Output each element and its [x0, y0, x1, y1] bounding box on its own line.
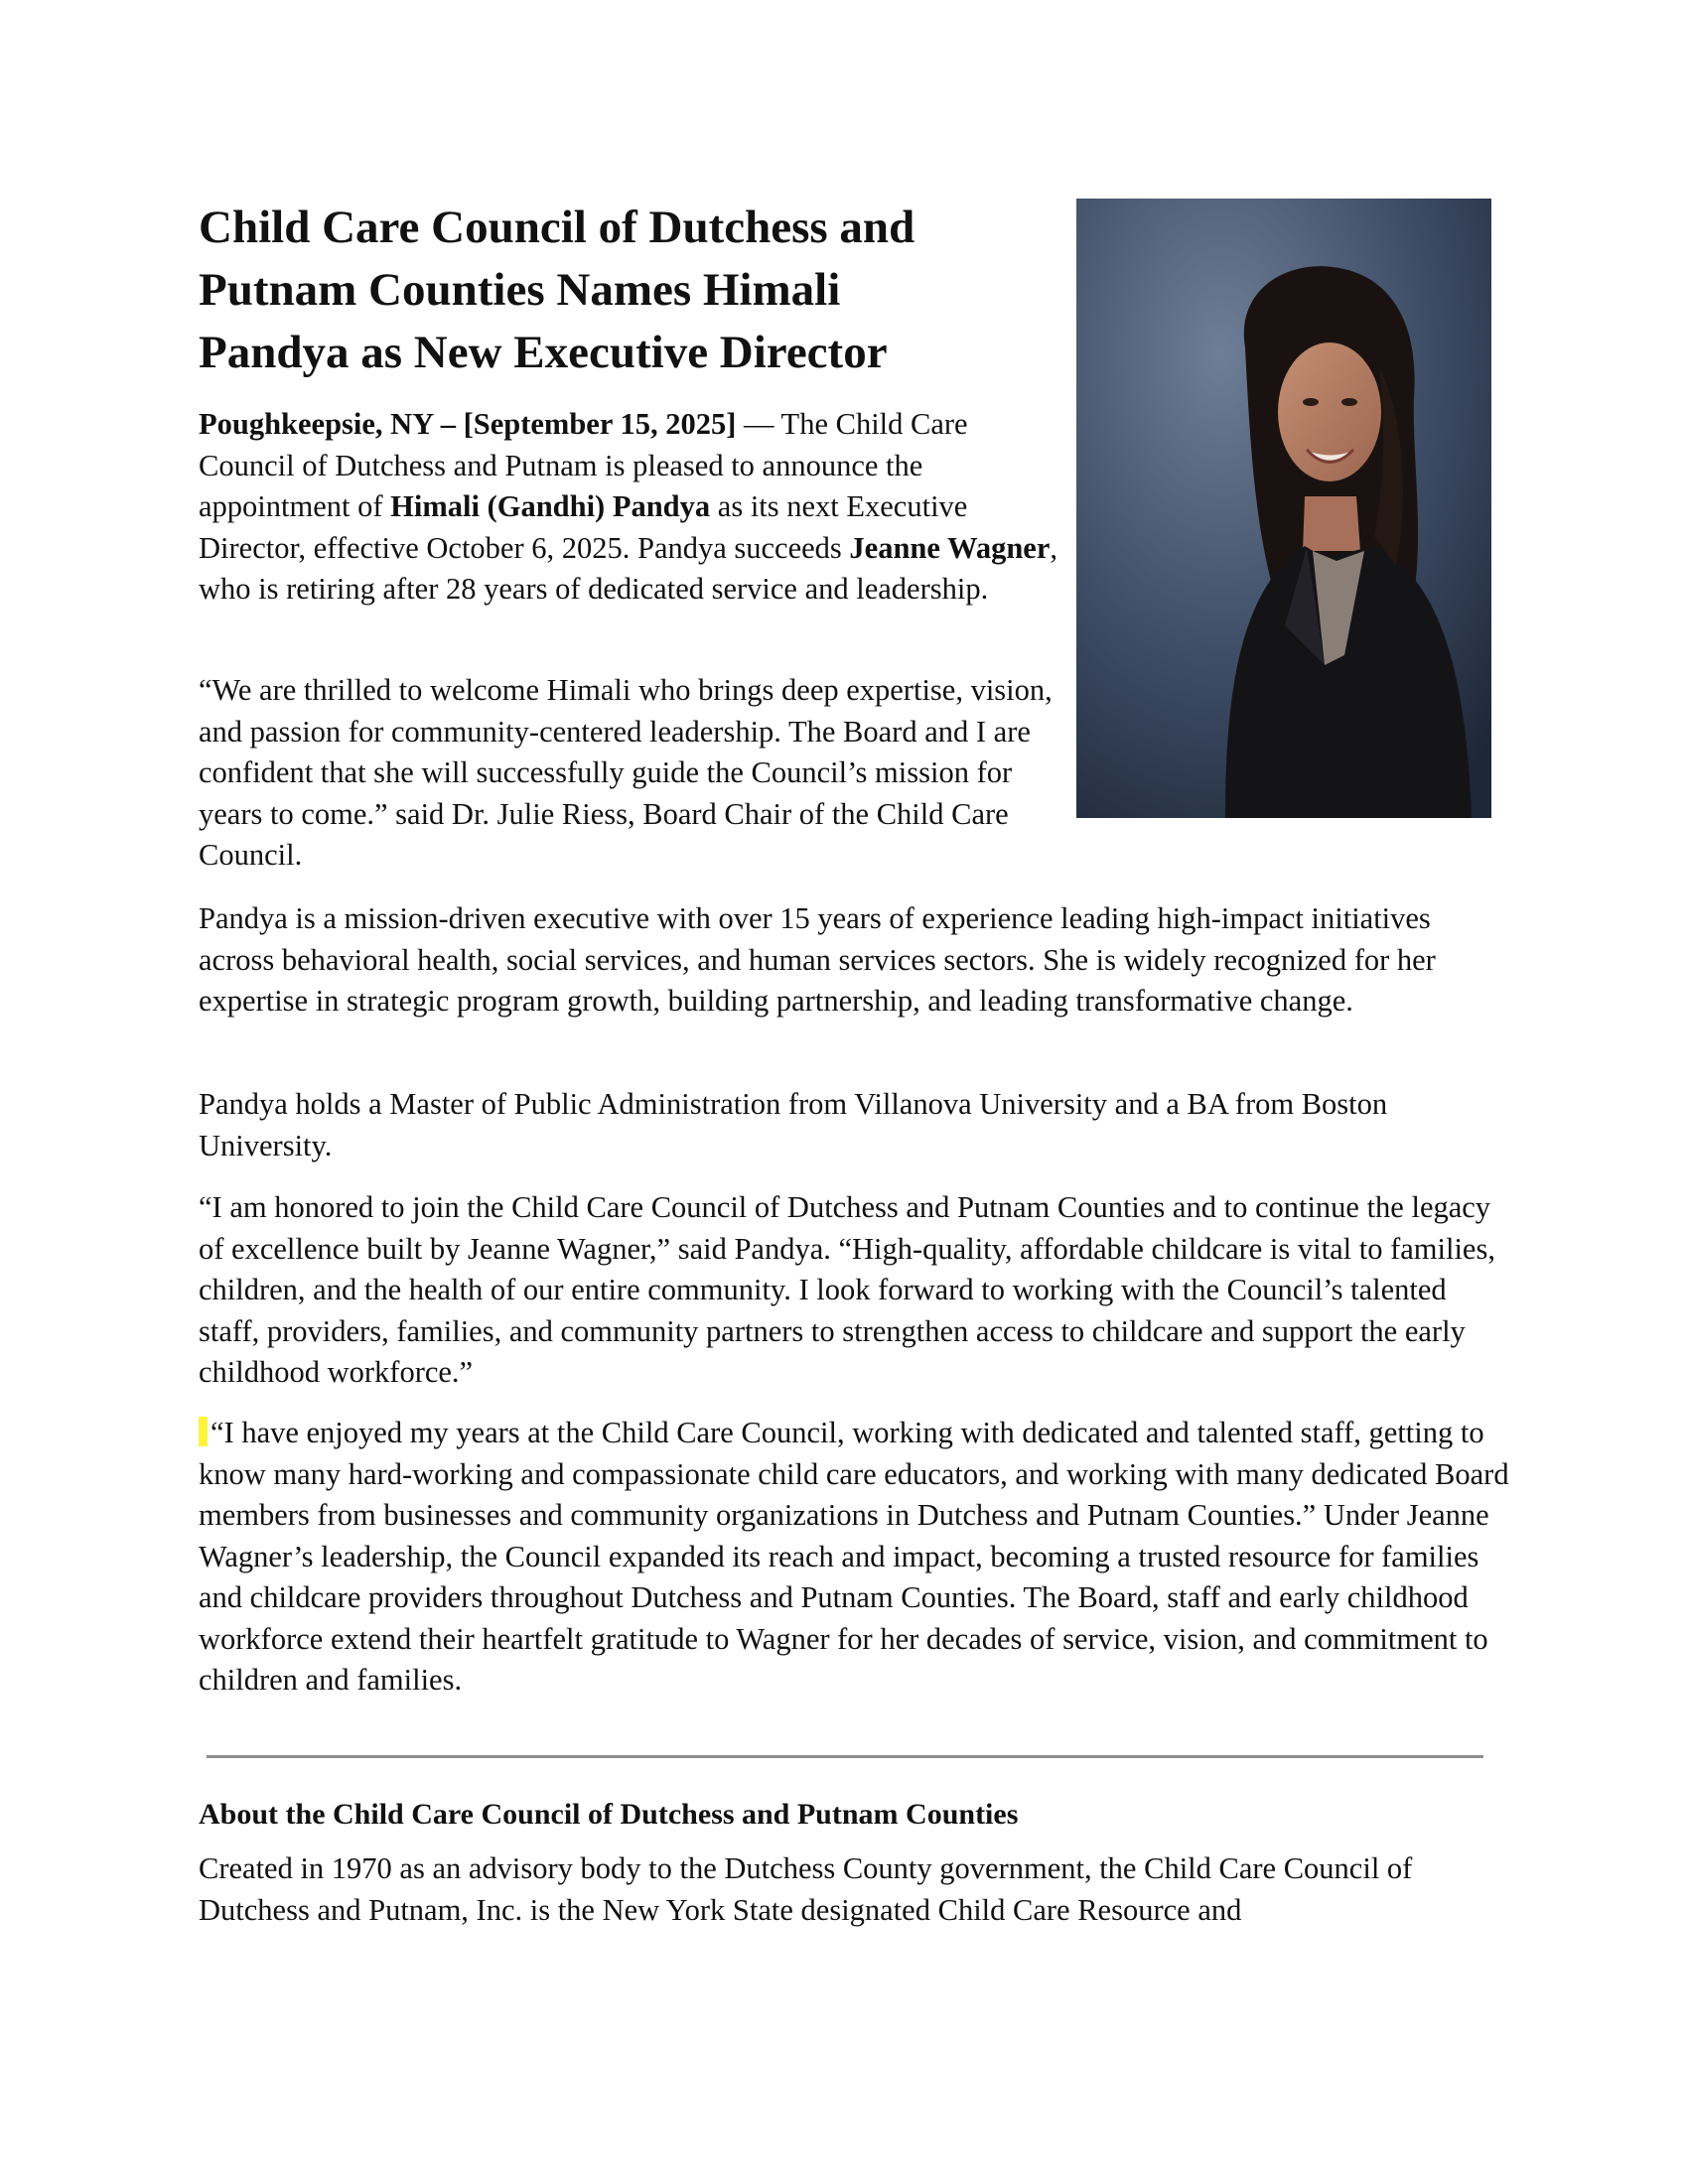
- education-paragraph: Pandya holds a Master of Public Administration from Villanova University and a BA from Boston University.: [199, 1087, 1388, 1162]
- wagner-quote-text: “I have enjoyed my years at the Child Care Council, working with dedicated and talented staff, getting to know many hard-working and compassionate child care educators, and working with many dedicated Board members from businesses and community organizations in Dutchess and Putnam Counties.” Under Jeanne Wagner’s leadership, the Council expanded its reach and impact, becoming a trusted resource for families and childcare providers throughout Dutchess and Putnam Counties. The Board, staff and early childhood workforce extend their heartfelt gratitude to Wagner for her decades of service, vision, and commitment to children and families.: [199, 1416, 1509, 1697]
- experience-paragraph: Pandya is a mission-driven executive with over 15 years of experience leading high-impact initiatives across behavioral health, social services, and human services sectors. She is widely recognized for her expertise in strategic program growth, building partnership, and leading transformative change.: [199, 901, 1436, 1018]
- section-divider: [207, 1755, 1483, 1758]
- dateline: Poughkeepsie, NY – [September 15, 2025]: [199, 407, 737, 441]
- about-heading: About the Child Care Council of Dutchess and Putnam Counties: [199, 1798, 1019, 1831]
- intro-text-b: as its next Executive Director, effective October 6, 2025. Pandya succeeds: [199, 489, 968, 565]
- intro-text-c: , who is retiring after 28 years of dedicated service and leadership.: [199, 530, 1057, 606]
- board-chair-quote: “We are thrilled to welcome Himali who brings deep expertise, vision, and passion for community-centered leadership. The Board and I are confident that she will successfully guide the Council’s mission for years to come.” said Dr. Julie Riess, Board Chair of the Child Care Council.: [199, 673, 1053, 872]
- headline: Child Care Council of Dutchess and Putnam Counties Names Himali Pandya as New Executive Director: [199, 202, 915, 378]
- wagner-quote-paragraph: [199, 1413, 1509, 1702]
- intro-text-a: — The Child Care Council of Dutchess and Putnam is pleased to announce the appointment of: [199, 407, 968, 523]
- retiring-director-name: Jeanne Wagner: [849, 530, 1051, 565]
- about-paragraph: Created in 1970 as an advisory body to the Dutchess County government, the Child Care Council of Dutchess and Putnam, Inc. is the New York State designated Child Care Resource and: [199, 1851, 1413, 1927]
- intro-paragraph: [199, 404, 1062, 611]
- pandya-quote: “I am honored to join the Child Care Council of Dutchess and Putnam Counties and to continue the legacy of excellence built by Jeanne Wagner,” said Pandya. “High-quality, affordable childcare is vital to families, children, and the health of our entire community. I look forward to working with the Council’s talented staff, providers, families, and community partners to strengthen access to childcare and support the early childhood workforce.”: [199, 1190, 1495, 1389]
- new-director-name: Himali (Gandhi) Pandya: [390, 489, 711, 523]
- highlight-mark: [199, 1417, 208, 1446]
- portrait-photo: [1076, 199, 1491, 818]
